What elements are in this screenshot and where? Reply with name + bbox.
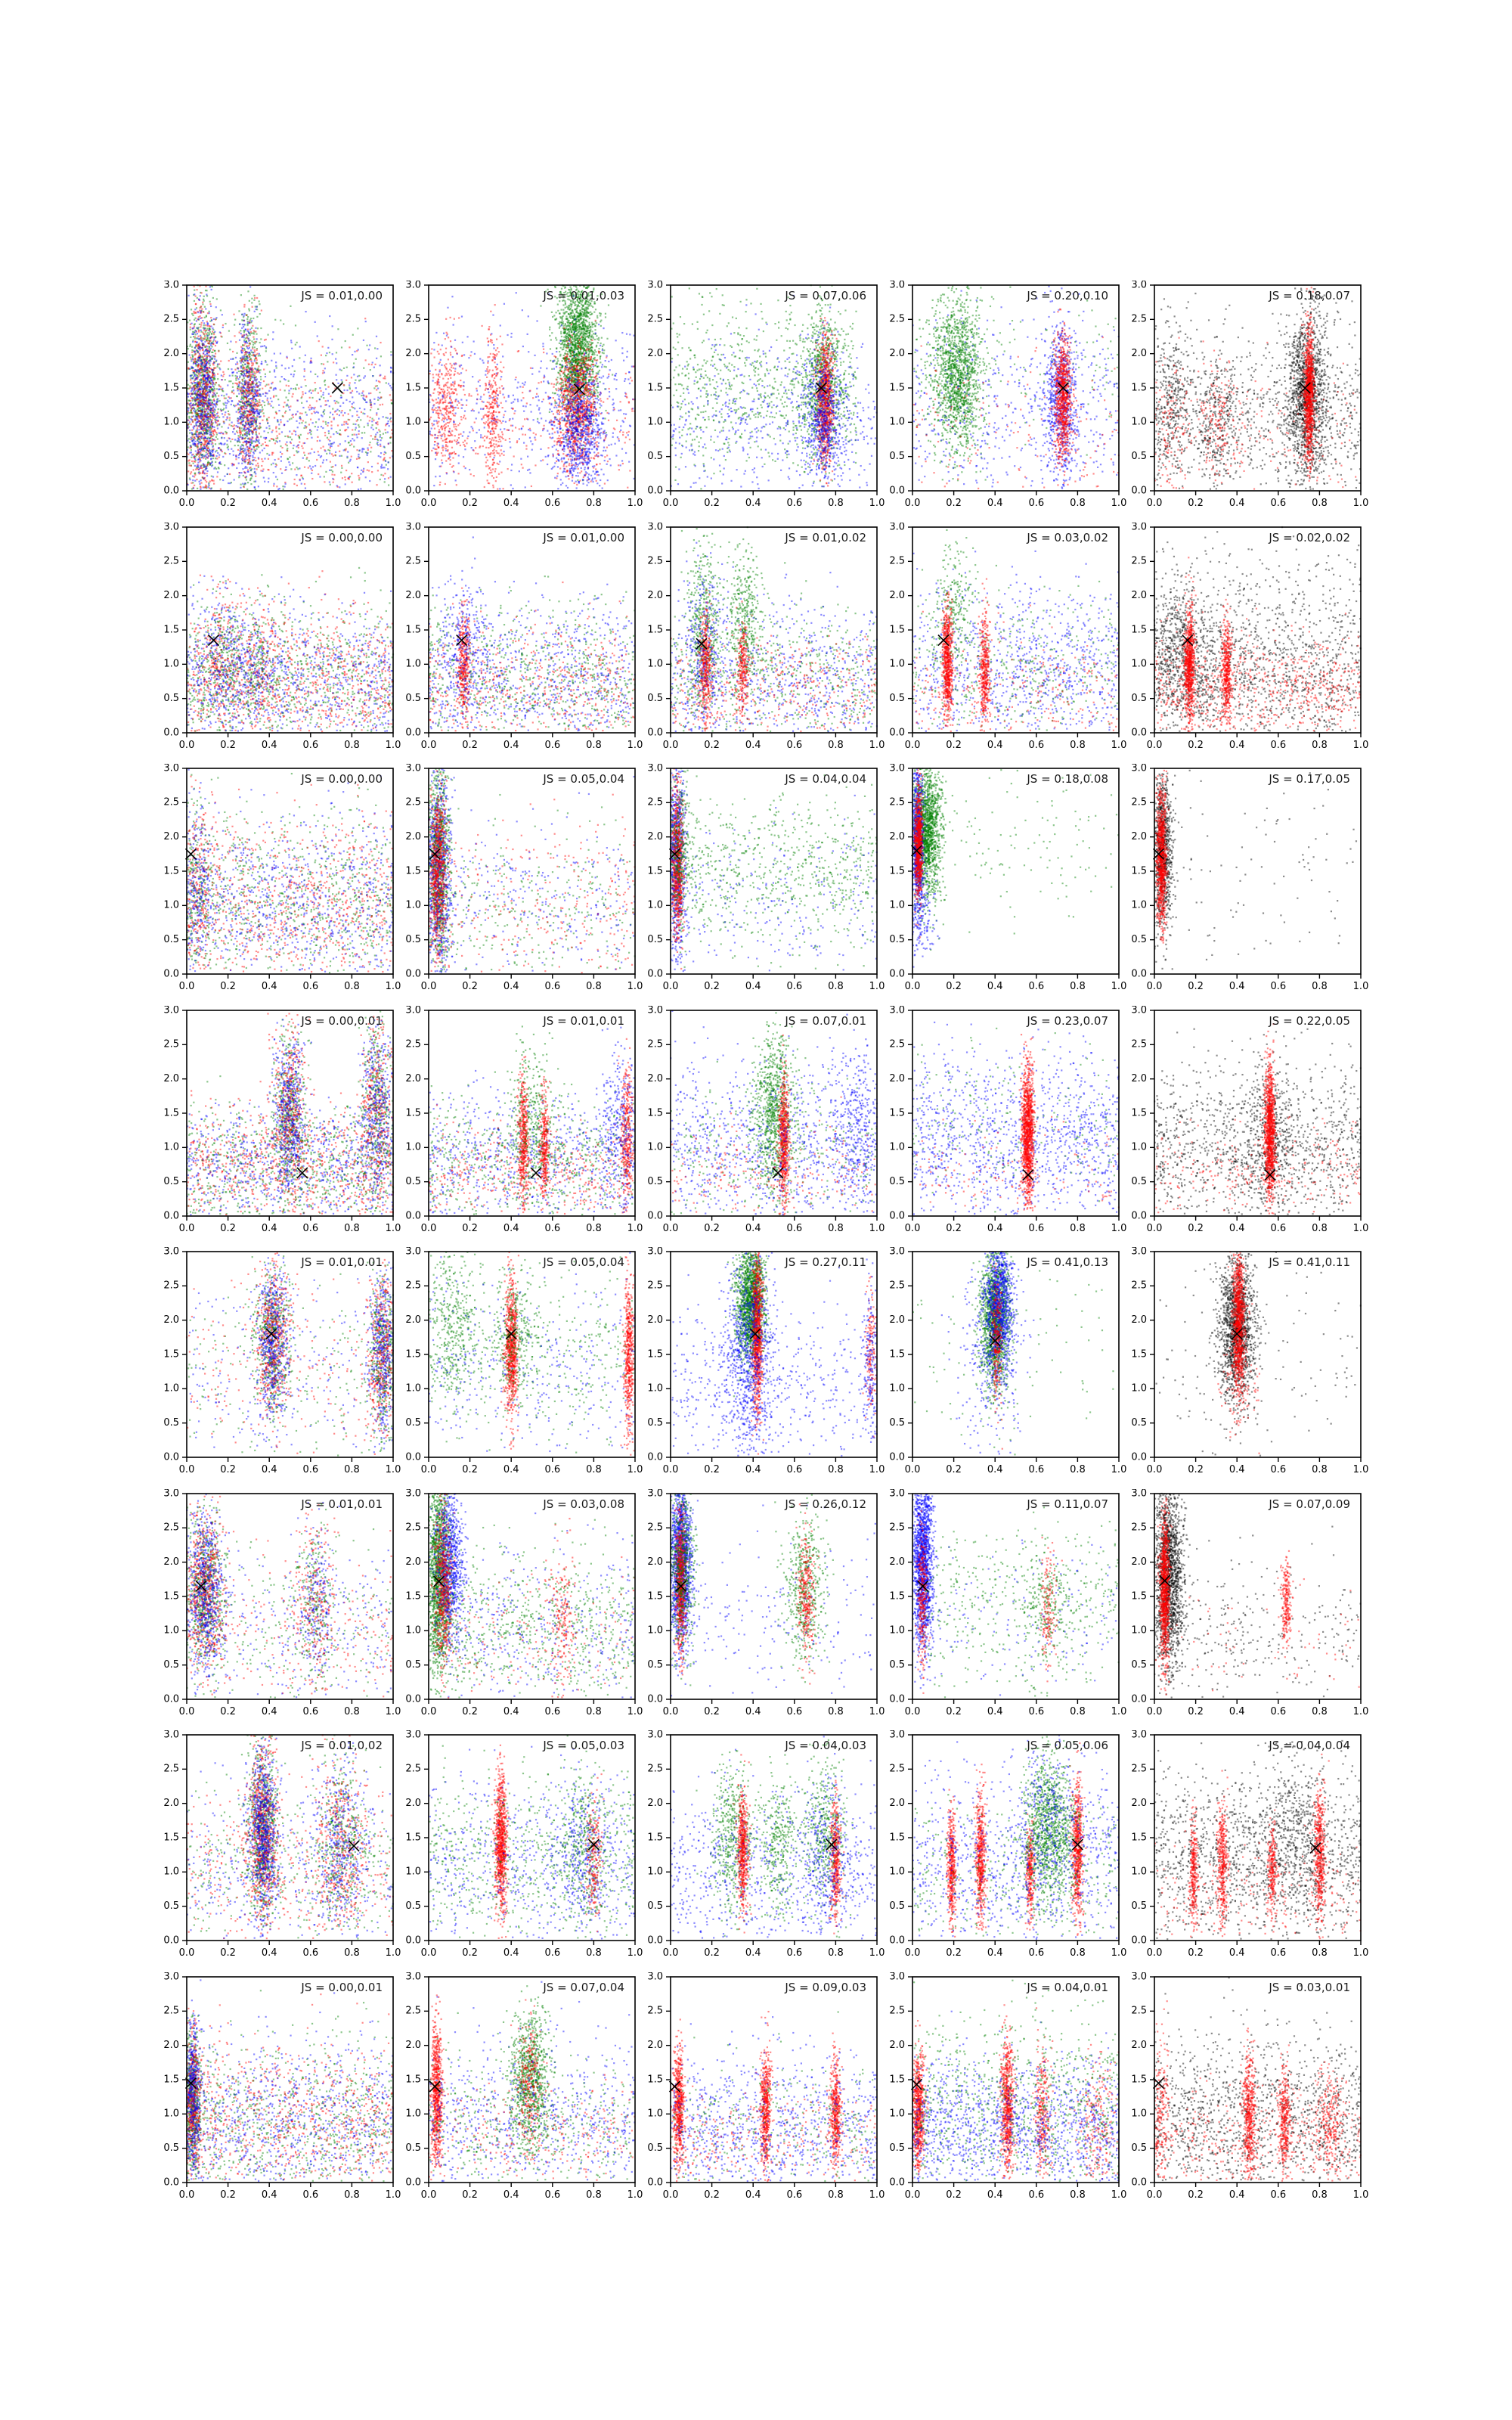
js-annotation: JS = 0.04,0.04 (1269, 1739, 1350, 1752)
js-annotation: JS = 0.01,0.00 (301, 289, 383, 302)
js-annotation: JS = 0.04,0.04 (785, 772, 866, 786)
scatter-canvas (1120, 1489, 1370, 1725)
subplot (878, 1972, 1128, 2208)
scatter-canvas (153, 764, 402, 1000)
subplot (1120, 281, 1370, 517)
subplot (395, 1730, 644, 1966)
scatter-canvas (637, 1247, 886, 1483)
scatter-canvas (878, 764, 1128, 1000)
js-annotation: JS = 0.41,0.13 (1027, 1255, 1108, 1269)
scatter-canvas (153, 1972, 402, 2208)
js-annotation: JS = 0.18,0.07 (1269, 289, 1350, 302)
scatter-canvas (395, 1489, 644, 1725)
scatter-canvas (153, 1247, 402, 1483)
subplot (153, 1730, 402, 1966)
subplot (878, 764, 1128, 1000)
js-annotation: JS = 0.01,0.00 (543, 531, 624, 544)
subplot (878, 281, 1128, 517)
scatter-canvas (395, 1247, 644, 1483)
subplot (878, 523, 1128, 759)
subplot (1120, 1972, 1370, 2208)
js-annotation: JS = 0.07,0.01 (785, 1014, 866, 1028)
scatter-canvas (153, 1006, 402, 1242)
subplot (878, 1489, 1128, 1725)
subplot (637, 764, 886, 1000)
subplot (637, 1972, 886, 2208)
js-annotation: JS = 0.07,0.04 (543, 1981, 624, 1994)
subplot (395, 1972, 644, 2208)
scatter-canvas (637, 281, 886, 517)
js-annotation: JS = 0.04,0.01 (1027, 1981, 1108, 1994)
scatter-canvas (878, 1972, 1128, 2208)
subplot (395, 764, 644, 1000)
subplot (878, 1006, 1128, 1242)
scatter-canvas (878, 523, 1128, 759)
subplot (153, 281, 402, 517)
js-annotation: JS = 0.01,0.03 (543, 289, 624, 302)
js-annotation: JS = 0.05,0.04 (543, 1255, 624, 1269)
subplot (1120, 1730, 1370, 1966)
js-annotation: JS = 0.02,0.02 (1269, 531, 1350, 544)
js-annotation: JS = 0.00,0.01 (301, 1014, 383, 1028)
js-annotation: JS = 0.01,0.01 (301, 1497, 383, 1511)
scatter-canvas (1120, 764, 1370, 1000)
js-annotation: JS = 0.26,0.12 (785, 1497, 866, 1511)
subplot (637, 1730, 886, 1966)
js-annotation: JS = 0.05,0.03 (543, 1739, 624, 1752)
scatter-canvas (878, 1006, 1128, 1242)
scatter-canvas (637, 1972, 886, 2208)
scatter-canvas (878, 1489, 1128, 1725)
js-annotation: JS = 0.18,0.08 (1027, 772, 1108, 786)
js-annotation: JS = 0.03,0.01 (1269, 1981, 1350, 1994)
js-annotation: JS = 0.00,0.00 (301, 531, 383, 544)
js-annotation: JS = 0.07,0.06 (785, 289, 866, 302)
js-annotation: JS = 0.05,0.04 (543, 772, 624, 786)
subplot (878, 1247, 1128, 1483)
scatter-canvas (1120, 1972, 1370, 2208)
scatter-canvas (153, 1730, 402, 1966)
subplot (1120, 523, 1370, 759)
js-annotation: JS = 0.20,0.10 (1027, 289, 1108, 302)
subplot (395, 1247, 644, 1483)
js-annotation: JS = 0.17,0.05 (1269, 772, 1350, 786)
scatter-canvas (637, 1006, 886, 1242)
subplot (395, 523, 644, 759)
scatter-canvas (637, 1730, 886, 1966)
subplot (1120, 764, 1370, 1000)
js-annotation: JS = 0.03,0.08 (543, 1497, 624, 1511)
subplot (153, 764, 402, 1000)
scatter-canvas (878, 1730, 1128, 1966)
js-annotation: JS = 0.41,0.11 (1269, 1255, 1350, 1269)
js-annotation: JS = 0.09,0.03 (785, 1981, 866, 1994)
subplot (153, 1972, 402, 2208)
scatter-canvas (395, 764, 644, 1000)
scatter-canvas (1120, 1006, 1370, 1242)
subplot (153, 1247, 402, 1483)
js-annotation: JS = 0.00,0.01 (301, 1981, 383, 1994)
subplot (1120, 1006, 1370, 1242)
js-annotation: JS = 0.01,0.02 (301, 1739, 383, 1752)
scatter-canvas (153, 281, 402, 517)
js-annotation: JS = 0.22,0.05 (1269, 1014, 1350, 1028)
scatter-canvas (153, 523, 402, 759)
subplot (395, 281, 644, 517)
subplot (1120, 1247, 1370, 1483)
js-annotation: JS = 0.27,0.11 (785, 1255, 866, 1269)
js-annotation: JS = 0.23,0.07 (1027, 1014, 1108, 1028)
js-annotation: JS = 0.03,0.02 (1027, 531, 1108, 544)
scatter-canvas (395, 523, 644, 759)
scatter-canvas (1120, 1247, 1370, 1483)
subplot (1120, 1489, 1370, 1725)
subplot (395, 1489, 644, 1725)
js-annotation: JS = 0.04,0.03 (785, 1739, 866, 1752)
subplot (637, 281, 886, 517)
scatter-canvas (637, 1489, 886, 1725)
js-annotation: JS = 0.01,0.01 (301, 1255, 383, 1269)
scatter-canvas (637, 764, 886, 1000)
scatter-canvas (395, 281, 644, 517)
subplot (153, 1489, 402, 1725)
subplot (878, 1730, 1128, 1966)
subplot (153, 1006, 402, 1242)
js-annotation: JS = 0.01,0.02 (785, 531, 866, 544)
js-annotation: JS = 0.07,0.09 (1269, 1497, 1350, 1511)
scatter-canvas (637, 523, 886, 759)
scatter-canvas (878, 281, 1128, 517)
js-annotation: JS = 0.05,0.06 (1027, 1739, 1108, 1752)
js-annotation: JS = 0.00,0.00 (301, 772, 383, 786)
subplot (637, 523, 886, 759)
subplot (637, 1489, 886, 1725)
scatter-canvas (395, 1006, 644, 1242)
js-annotation: JS = 0.01,0.01 (543, 1014, 624, 1028)
subplot (395, 1006, 644, 1242)
scatter-canvas (878, 1247, 1128, 1483)
scatter-canvas (395, 1972, 644, 2208)
js-annotation: JS = 0.11,0.07 (1027, 1497, 1108, 1511)
subplot (153, 523, 402, 759)
subplot (637, 1247, 886, 1483)
scatter-canvas (395, 1730, 644, 1966)
subplot (637, 1006, 886, 1242)
scatter-canvas (1120, 1730, 1370, 1966)
scatter-canvas (153, 1489, 402, 1725)
scatter-canvas (1120, 281, 1370, 517)
scatter-canvas (1120, 523, 1370, 759)
